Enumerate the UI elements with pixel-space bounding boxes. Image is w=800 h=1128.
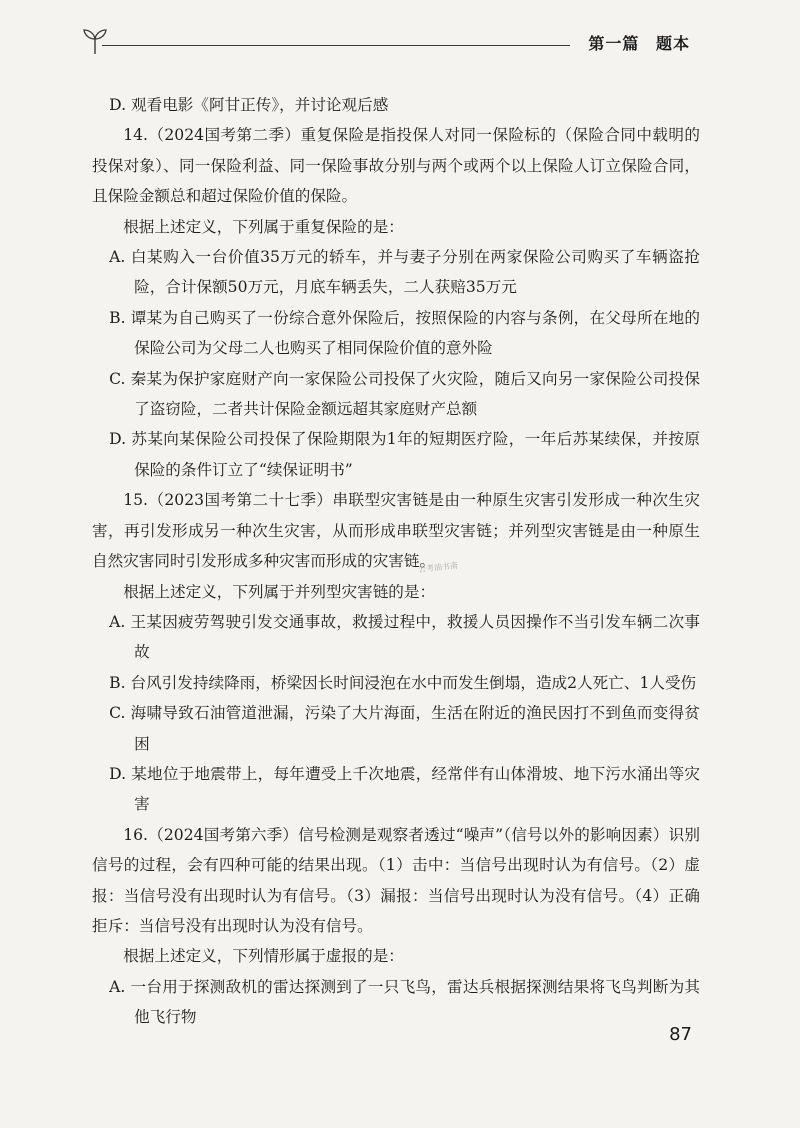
page-body bbox=[92, 90, 700, 1033]
q15-option-a: A. 王某因疲劳驾驶引发交通事故，救援过程中，救援人员因操作不当引发车辆二次事故 bbox=[109, 612, 700, 662]
page-number: 87 bbox=[669, 1024, 692, 1045]
running-header bbox=[82, 26, 690, 56]
q14-option-d: D. 苏某向某保险公司投保了保险期限为1年的短期医疗险，一年后苏某续保，并按原保险的条件订立了“续保证明书” bbox=[109, 430, 700, 479]
q15-prompt: 根据上述定义，下列属于并列型灾害链的是： bbox=[123, 582, 436, 601]
q14-stem: 14.（2024国考第二季）重复保险是指投保人对同一保险标的（保险合同中载明的投保对象）、同一保险利益、同一保险事故分别与两个或两个以上保险人订立保险合同，且保险金额总和超过保险价值的保险。 bbox=[92, 126, 700, 206]
q14-option-a: A. 白某购入一台价值35万元的轿车，并与妻子分别在两家保险公司购买了车辆盗抢险，合计保额50万元，月底车辆丢失，二人获赔35万元 bbox=[109, 248, 700, 297]
q16-stem: 16.（2024国考第六季）信号检测是观察者透过“噪声”（信号以外的影响因素）识别信号的过程，会有四种可能的结果出现。（1）击中：当信号出现时认为有信号。（2）虚报：当信号没有出现时认为有信号。（3）漏报：当信号出现时认为没有信号。（4）正确拒斥：当信号没有出现时认为没有信号。 bbox=[92, 825, 700, 935]
prev-question-option-d: D. 观看电影《阿甘正传》，并讨论观后感 bbox=[109, 96, 389, 114]
q16-prompt: 根据上述定义，下列情形属于虚报的是： bbox=[123, 947, 404, 966]
header-rule bbox=[102, 45, 570, 46]
q15-stem: 15.（2023国考第二十七季）串联型灾害链是由一种原生灾害引发形成一种次生灾害，再引发形成另一种次生灾害，从而形成串联型灾害链；并列型灾害链是由一种原生自然灾害同时引发形成多种灾害而形成的灾害链。 bbox=[92, 491, 700, 571]
q14-prompt: 根据上述定义，下列属于重复保险的是： bbox=[123, 217, 404, 236]
q15-option-c: C. 海啸导致石油管道泄漏，污染了大片海面，生活在附近的渔民因打不到鱼而变得贫困 bbox=[109, 704, 700, 753]
sprout-icon bbox=[82, 26, 108, 56]
q14-option-b: B. 谭某为自己购买了一份综合意外保险后，按照保险的内容与条例，在父母所在地的保险公司为父母二人也购买了相同保险价值的意外险 bbox=[109, 308, 700, 358]
q14-option-c: C. 秦某为保护家庭财产向一家保险公司投保了火灾险，随后又向另一家保险公司投保了盗窃险，二者共计保险金额远超其家庭财产总额 bbox=[109, 369, 700, 419]
header-title: 第一篇 题本 bbox=[588, 34, 690, 53]
q15-option-b: B. 台风引发持续降雨，桥梁因长时间浸泡在水中而发生倒塌，造成2人死亡、1人受伤 bbox=[109, 673, 697, 692]
q15-option-d: D. 某地位于地震带上，每年遭受上千次地震，经常伴有山体滑坡、地下污水涌出等灾害 bbox=[109, 764, 700, 814]
watermark-stamp: 公考油书斋 bbox=[417, 560, 459, 575]
q16-option-a: A. 一台用于探测敌机的雷达探测到了一只飞鸟，雷达兵根据探测结果将飞鸟判断为其他飞行物 bbox=[109, 977, 700, 1027]
